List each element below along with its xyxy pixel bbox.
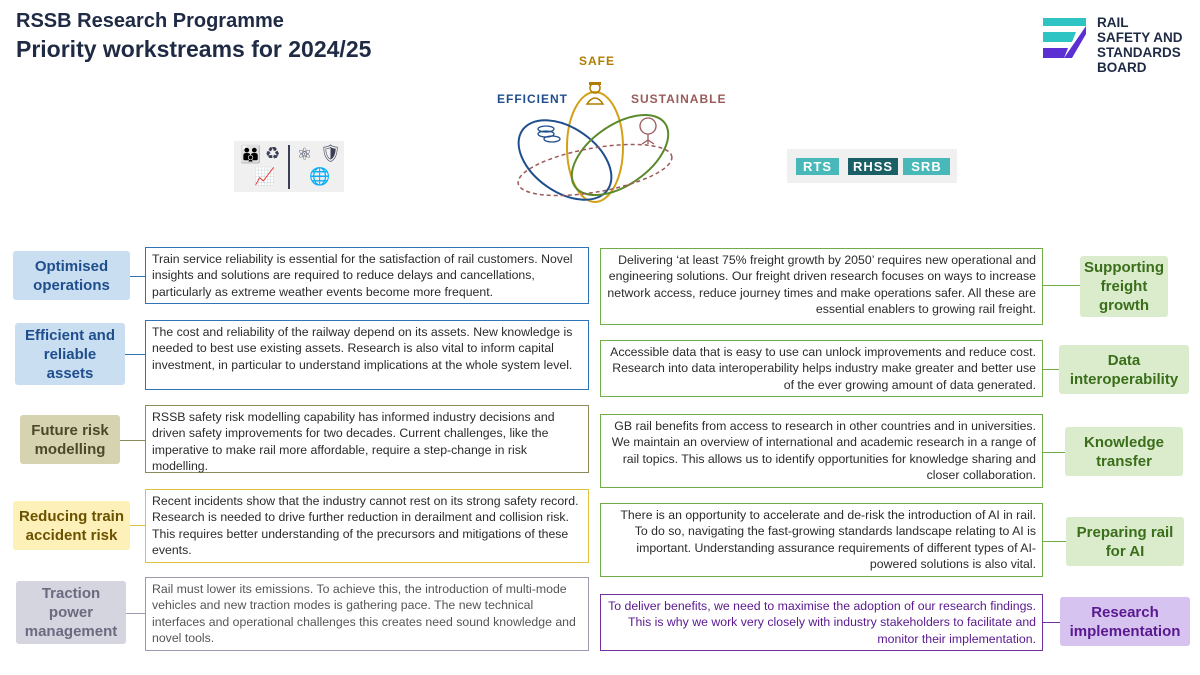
icon-panel: [234, 141, 344, 192]
venn-label-efficient: EFFICIENT: [497, 92, 568, 106]
atom-icon: ⚛: [297, 145, 313, 164]
desc-data-interoperability: Accessible data that is easy to use can unlock improvements and reduce cost. Research into data interoperability helps industry make greater and better use of the ever growing amount of data generated.: [600, 340, 1043, 397]
shield-icon: 🛡: [320, 144, 342, 163]
label-data-interoperability: Data interoperability: [1059, 345, 1189, 394]
connector: [1043, 452, 1066, 453]
desc-knowledge-transfer: GB rail benefits from access to research in other countries and in universities. We maintain an overview of international and academic research in a range of rail topics. This allows us to identify opportunities for knowledge sharing and closer collaboration.: [600, 414, 1043, 488]
venn-label-safe: SAFE: [579, 54, 616, 68]
venn-label-sustainable: SUSTAINABLE: [631, 92, 727, 106]
logo-line: STANDARDS: [1097, 45, 1181, 60]
venn-diagram: [490, 50, 750, 210]
label-future-risk-modelling: Future risk modelling: [20, 415, 120, 464]
desc-research-implementation: To deliver benefits, we need to maximise the adoption of our research findings. This is why we work very closely with industry stakeholders to facilitate and monitor their implementation.: [600, 594, 1043, 651]
label-preparing-rail-for-ai: Preparing rail for AI: [1066, 517, 1184, 566]
people-icon: 👪: [240, 145, 262, 164]
logo-line: BOARD: [1097, 60, 1147, 75]
logo-line: RAIL: [1097, 15, 1129, 30]
recycle-icon: ♻: [265, 144, 281, 163]
connector: [1043, 622, 1061, 623]
connector: [1043, 541, 1067, 542]
tag-panel: [787, 149, 957, 183]
connector: [126, 613, 146, 614]
desc-traction-power-management: Rail must lower its emissions. To achieve this, the introduction of multi-mode vehicles and new traction modes is gathering pace. The new technical interfaces and operational challenges this creates need sound knowledge and novel tools.: [145, 577, 589, 651]
logo-line: SAFETY AND: [1097, 30, 1183, 45]
tag-srb: SRB: [903, 158, 950, 175]
tag-rts: RTS: [796, 158, 839, 175]
desc-preparing-rail-for-ai: There is an opportunity to accelerate and de-risk the introduction of AI in rail. To do so, navigating the fast-growing standards landscape relating to AI is important. Understanding assurance requirements of different types of AI-powered solutions is also vital.: [600, 503, 1043, 577]
connector: [125, 354, 146, 355]
connector: [130, 276, 146, 277]
label-research-implementation: Research implementation: [1060, 597, 1190, 646]
globe-icon: 🌐: [309, 167, 331, 186]
desc-efficient-reliable-assets: The cost and reliability of the railway depend on its assets. New knowledge is needed to best use existing assets. Research is also vital to inform capital investment, in particular to understand implications at the whole system level.: [145, 320, 589, 390]
logo-wordmark: [1097, 15, 1183, 75]
label-supporting-freight-growth: Supporting freight growth: [1080, 256, 1168, 317]
venn-ellipses: [490, 50, 750, 210]
connector: [1043, 369, 1060, 370]
label-optimised-operations: Optimised operations: [13, 251, 130, 300]
tree-icon: [640, 118, 656, 144]
label-traction-power-management: Traction power management: [16, 581, 126, 644]
page-title: Priority workstreams for 2024/25: [16, 36, 372, 62]
label-reducing-train-accident-risk: Reducing train accident risk: [13, 501, 130, 550]
connector: [120, 440, 146, 441]
desc-future-risk-modelling: RSSB safety risk modelling capability has informed industry decisions and driven safety improvements for two decades. Current challenges, like the imperative to make rail more affordable, require a step-change in risk modelling.: [145, 405, 589, 473]
coins-icon: [538, 126, 560, 142]
connector: [1043, 285, 1081, 286]
connector: [130, 525, 146, 526]
green-ellipse: [558, 99, 683, 210]
desc-reducing-train-accident-risk: Recent incidents show that the industry cannot rest on its strong safety record. Research is needed to drive further reduction in derailment and collision risk. This requires better understanding of the precursors and mitigations of these events.: [145, 489, 589, 563]
desc-optimised-operations: Train service reliability is essential for the satisfaction of rail customers. Novel insights and solutions are required to reduce delays and cancellations, particularly as extreme weather events become more frequent.: [145, 247, 589, 304]
label-knowledge-transfer: Knowledge transfer: [1065, 427, 1183, 476]
panel-divider: [288, 145, 290, 189]
chart-icon: 📈: [254, 167, 276, 186]
programme-title: RSSB Research Programme: [16, 10, 284, 32]
label-efficient-reliable-assets: Efficient and reliable assets: [15, 323, 125, 385]
desc-supporting-freight-growth: Delivering ‘at least 75% freight growth by 2050’ requires new operational and engineering solutions. Our freight driven research focuses on ways to increase network access, reduce journey times and make operations safer. All these are essential enablers to growing rail freight.: [600, 248, 1043, 325]
tag-rhss: RHSS: [848, 158, 898, 175]
